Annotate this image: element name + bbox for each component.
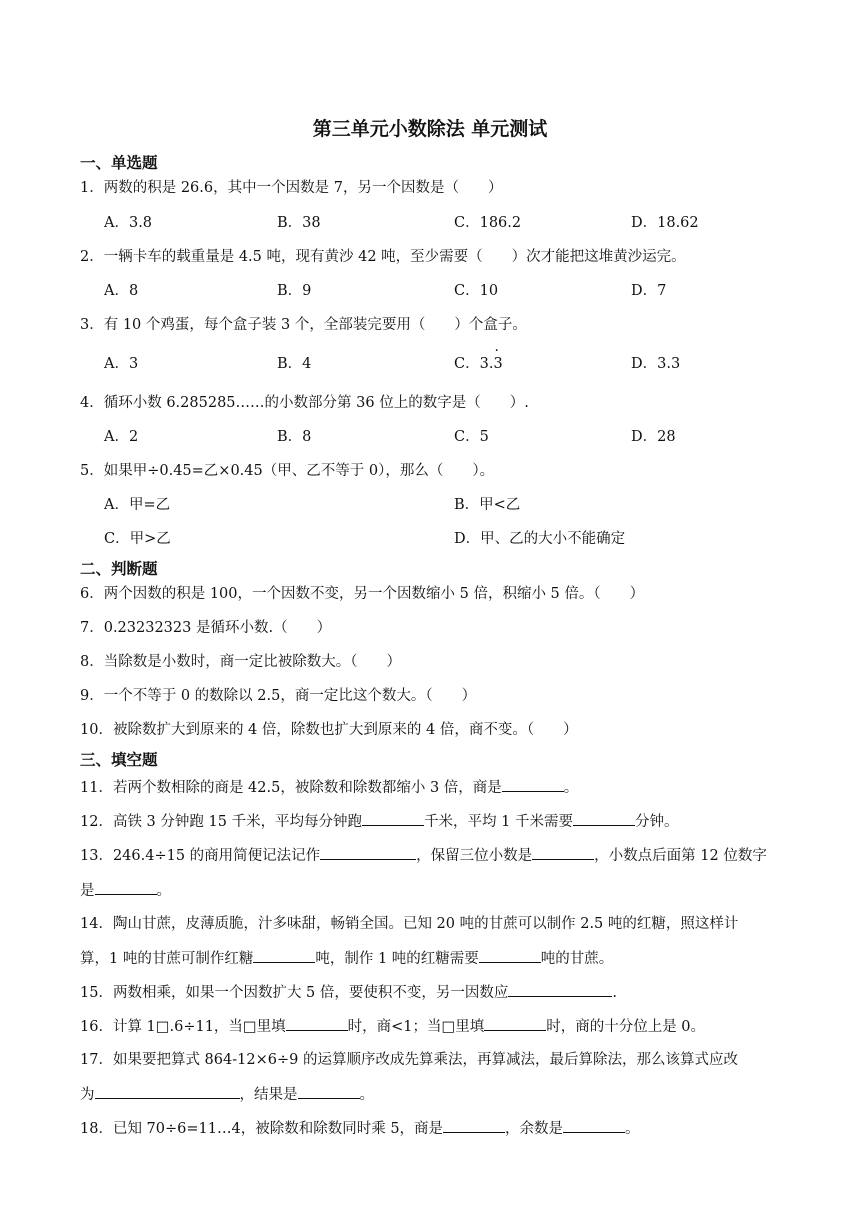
q5-option-d[interactable]: D．甲、乙的大小不能确定 [454, 531, 626, 547]
q13-blank-2[interactable] [532, 845, 594, 860]
q3-option-c-value: 3. [479, 356, 494, 372]
question-15 [80, 982, 800, 1003]
question-12 [80, 811, 800, 832]
q17-blank-1[interactable] [95, 1084, 240, 1099]
q14-text-4: 吨的甘蔗。 [540, 951, 614, 967]
q1-option-a[interactable]: A．3.8 [104, 215, 153, 231]
question-16 [80, 1016, 800, 1037]
q13-text-1: 13．246.4÷15 的商用简便记法记作 [80, 848, 321, 864]
q18-blank-2[interactable] [563, 1118, 625, 1133]
q17-text-2: 为 [80, 1087, 95, 1103]
question-14-line-2 [80, 948, 800, 969]
q5-option-a[interactable]: A．甲=乙 [104, 497, 171, 513]
q14-blank-1[interactable] [253, 948, 315, 963]
q1-option-b[interactable]: B．38 [277, 215, 321, 231]
q11-blank[interactable] [502, 777, 564, 792]
q14-text-3: 吨，制作 1 吨的红糖需要 [315, 951, 479, 967]
q13-text-4: 是 [80, 883, 95, 899]
q1-option-c[interactable]: C．186.2 [454, 215, 522, 231]
q14-blank-2[interactable] [479, 948, 541, 963]
question-2: 2．一辆卡车的载重量是 4.5 吨，现有黄沙 42 吨，至少需要（ ）次才能把这堆黄沙运完。 [80, 249, 686, 265]
q1-option-d[interactable]: D．18.62 [631, 215, 699, 231]
q13-text-3: ，小数点后面第 12 位数字 [594, 848, 767, 864]
q18-text-1: 18．已知 70÷6=11…4，被除数和除数同时乘 5，商是 [80, 1121, 444, 1137]
question-13 [80, 845, 800, 866]
q12-text-3: 分钟。 [635, 814, 679, 830]
question-18 [80, 1118, 800, 1139]
q4-option-b[interactable]: B．8 [277, 429, 312, 445]
q17-blank-2[interactable] [298, 1084, 360, 1099]
q13-blank-3[interactable] [95, 880, 157, 895]
question-6: 6．两个因数的积是 100，一个因数不变，另一个因数缩小 5 倍，积缩小 5 倍。（ ） [80, 586, 645, 602]
q16-text-1: 16．计算 1□.6÷11，当□里填 [80, 1019, 286, 1035]
q15-text: 15．两数相乘，如果一个因数扩大 5 倍，要使积不变，另一因数应 [80, 985, 509, 1001]
q13-blank-1[interactable] [320, 845, 416, 860]
q3-option-d[interactable]: D．3.3 [631, 356, 681, 372]
q16-blank-2[interactable] [484, 1016, 546, 1031]
q18-text-2: ，余数是 [505, 1121, 564, 1137]
q3-option-b[interactable]: B．4 [277, 356, 312, 372]
question-11 [80, 777, 800, 798]
q16-blank-1[interactable] [286, 1016, 348, 1031]
q5-option-b[interactable]: B．甲<乙 [454, 497, 521, 513]
question-17-line-2 [80, 1084, 800, 1105]
q15-end: . [612, 985, 618, 1001]
section-heading-single-choice: 一、单选题 [80, 154, 158, 172]
q13-text-2: ，保留三位小数是 [416, 848, 533, 864]
q4-option-a[interactable]: A．2 [104, 429, 139, 445]
section-heading-fill-blank: 三、填空题 [80, 751, 158, 769]
repeating-digit: · 3 [493, 354, 502, 374]
question-13-line-2 [80, 880, 800, 901]
section-heading-true-false: 二、判断题 [80, 560, 158, 578]
page-title: 第三单元小数除法 单元测试 [312, 118, 548, 140]
question-4: 4．循环小数 6.285285……的小数部分第 36 位上的数字是（ ）. [80, 395, 529, 411]
question-10: 10．被除数扩大到原来的 4 倍，除数也扩大到原来的 4 倍，商不变。（ ） [80, 722, 578, 738]
q4-option-d[interactable]: D．28 [631, 429, 676, 445]
q2-option-b[interactable]: B．9 [277, 283, 312, 299]
q14-text-2: 算，1 吨的甘蔗可制作红糖 [80, 951, 254, 967]
q3-option-a[interactable]: A．3 [104, 356, 139, 372]
q4-option-c[interactable]: C．5 [454, 429, 489, 445]
q12-text-1: 12．高铁 3 分钟跑 15 千米，平均每分钟跑 [80, 814, 363, 830]
question-7: 7．0.23232323 是循环小数.（ ） [80, 620, 332, 636]
question-14: 14．陶山甘蔗，皮薄质脆，汁多味甜，畅销全国。已知 20 吨的甘蔗可以制作 2.5 吨的红糖，照这样计 [80, 916, 739, 932]
question-5: 5．如果甲÷0.45=乙×0.45（甲、乙不等于 0），那么（ ）。 [80, 463, 495, 479]
q17-text-3: ，结果是 [239, 1087, 298, 1103]
q16-text-3: 时，商的十分位上是 0。 [546, 1019, 706, 1035]
q11-end: 。 [563, 780, 579, 796]
q3-option-c-label: C． [454, 356, 480, 372]
q11-text: 11．若两个数相除的商是 42.5，被除数和除数都缩小 3 倍，商是 [80, 780, 502, 796]
q18-blank-1[interactable] [443, 1118, 505, 1133]
question-8: 8．当除数是小数时，商一定比被除数大。（ ） [80, 654, 401, 670]
question-9: 9．一个不等于 0 的数除以 2.5，商一定比这个数大。（ ） [80, 688, 477, 704]
q12-blank-2[interactable] [573, 811, 635, 826]
q2-option-c[interactable]: C．10 [454, 283, 499, 299]
question-17: 17．如果要把算式 864-12×6÷9 的运算顺序改成先算乘法，再算减法，最后算除法，那么该算式应改 [80, 1052, 738, 1068]
q2-option-a[interactable]: A．8 [104, 283, 139, 299]
q3-option-c[interactable] [454, 354, 503, 374]
question-1: 1．两数的积是 26.6，其中一个因数是 7，另一个因数是（ ） [80, 180, 503, 196]
q12-blank-1[interactable] [362, 811, 424, 826]
q13-text-5: 。 [156, 883, 171, 899]
q15-blank[interactable] [508, 982, 612, 997]
q17-text-4: 。 [359, 1087, 374, 1103]
q18-text-3: 。 [625, 1121, 640, 1137]
q16-text-2: 时，商<1；当□里填 [347, 1019, 485, 1035]
q5-option-c[interactable]: C．甲>乙 [104, 531, 171, 547]
question-3: 3．有 10 个鸡蛋，每个盒子装 3 个，全部装完要用（ ）个盒子。 [80, 317, 527, 333]
q2-option-d[interactable]: D．7 [631, 283, 667, 299]
q12-text-2: 千米，平均 1 千米需要 [424, 814, 574, 830]
